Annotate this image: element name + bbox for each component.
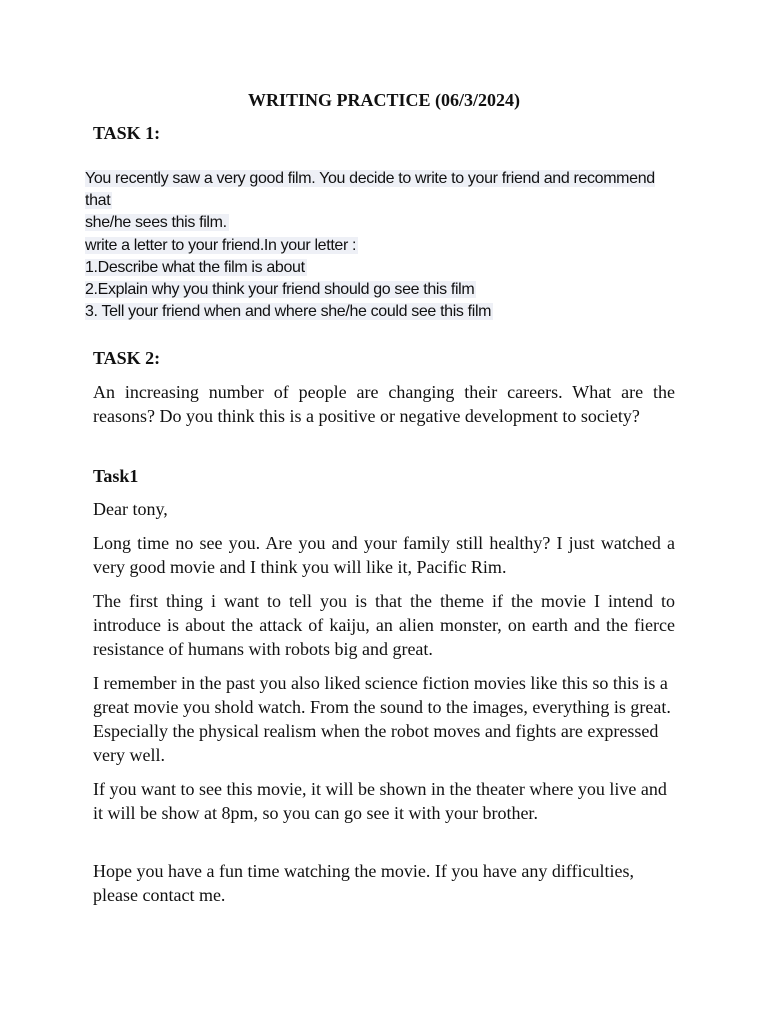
task1-prompt-image — [85, 168, 680, 323]
letter-paragraph: The first thing i want to tell you is that the theme if the movie I intend to introduce is about the attack of kaiju, an alien monster, on earth and the fierce resistance of humans with robots big and great. — [93, 591, 675, 659]
prompt-line-text: 1.Describe what the film is about — [85, 258, 305, 276]
answer-label: Task1 — [93, 466, 139, 486]
task1-heading: TASK 1: — [93, 123, 161, 143]
task2-question: An increasing number of people are changing their careers. What are the reasons? Do you think this is a positive or negative development to society? — [93, 382, 675, 426]
letter-paragraph: I remember in the past you also liked science fiction movies like this so this is a great movie you shold watch. From the sound to the images, everything is great. Especially the physical realism when the robot moves and fights are expressed very well. — [93, 673, 671, 765]
prompt-line — [85, 257, 680, 279]
prompt-line — [85, 279, 680, 301]
letter-greeting: Dear tony, — [93, 499, 168, 519]
prompt-line-text: 2.Explain why you think your friend should go see this film — [85, 281, 475, 299]
prompt-line-text: write a letter to your friend.In your letter : — [85, 236, 357, 254]
task2-heading: TASK 2: — [93, 348, 161, 368]
prompt-line-text: You recently saw a very good film. You decide to write to your friend and recommend that — [85, 170, 655, 210]
prompt-line — [85, 168, 680, 212]
prompt-line — [85, 212, 680, 234]
prompt-line — [85, 235, 680, 257]
letter-paragraph: If you want to see this movie, it will be shown in the theater where you live and it will be show at 8pm, so you can go see it with your brother. — [93, 779, 667, 823]
prompt-line-text: 3. Tell your friend when and where she/he could see this film — [85, 303, 492, 321]
letter-paragraph: Hope you have a fun time watching the movie. If you have any difficulties, please contact me. — [93, 861, 635, 905]
page-title: WRITING PRACTICE (06/3/2024) — [247, 90, 520, 110]
letter-paragraph: Long time no see you. Are you and your family still healthy? I just watched a very good movie and I think you will like it, Pacific Rim. — [93, 533, 675, 577]
prompt-line — [85, 301, 680, 323]
prompt-line-text: she/he sees this film. — [85, 214, 227, 232]
